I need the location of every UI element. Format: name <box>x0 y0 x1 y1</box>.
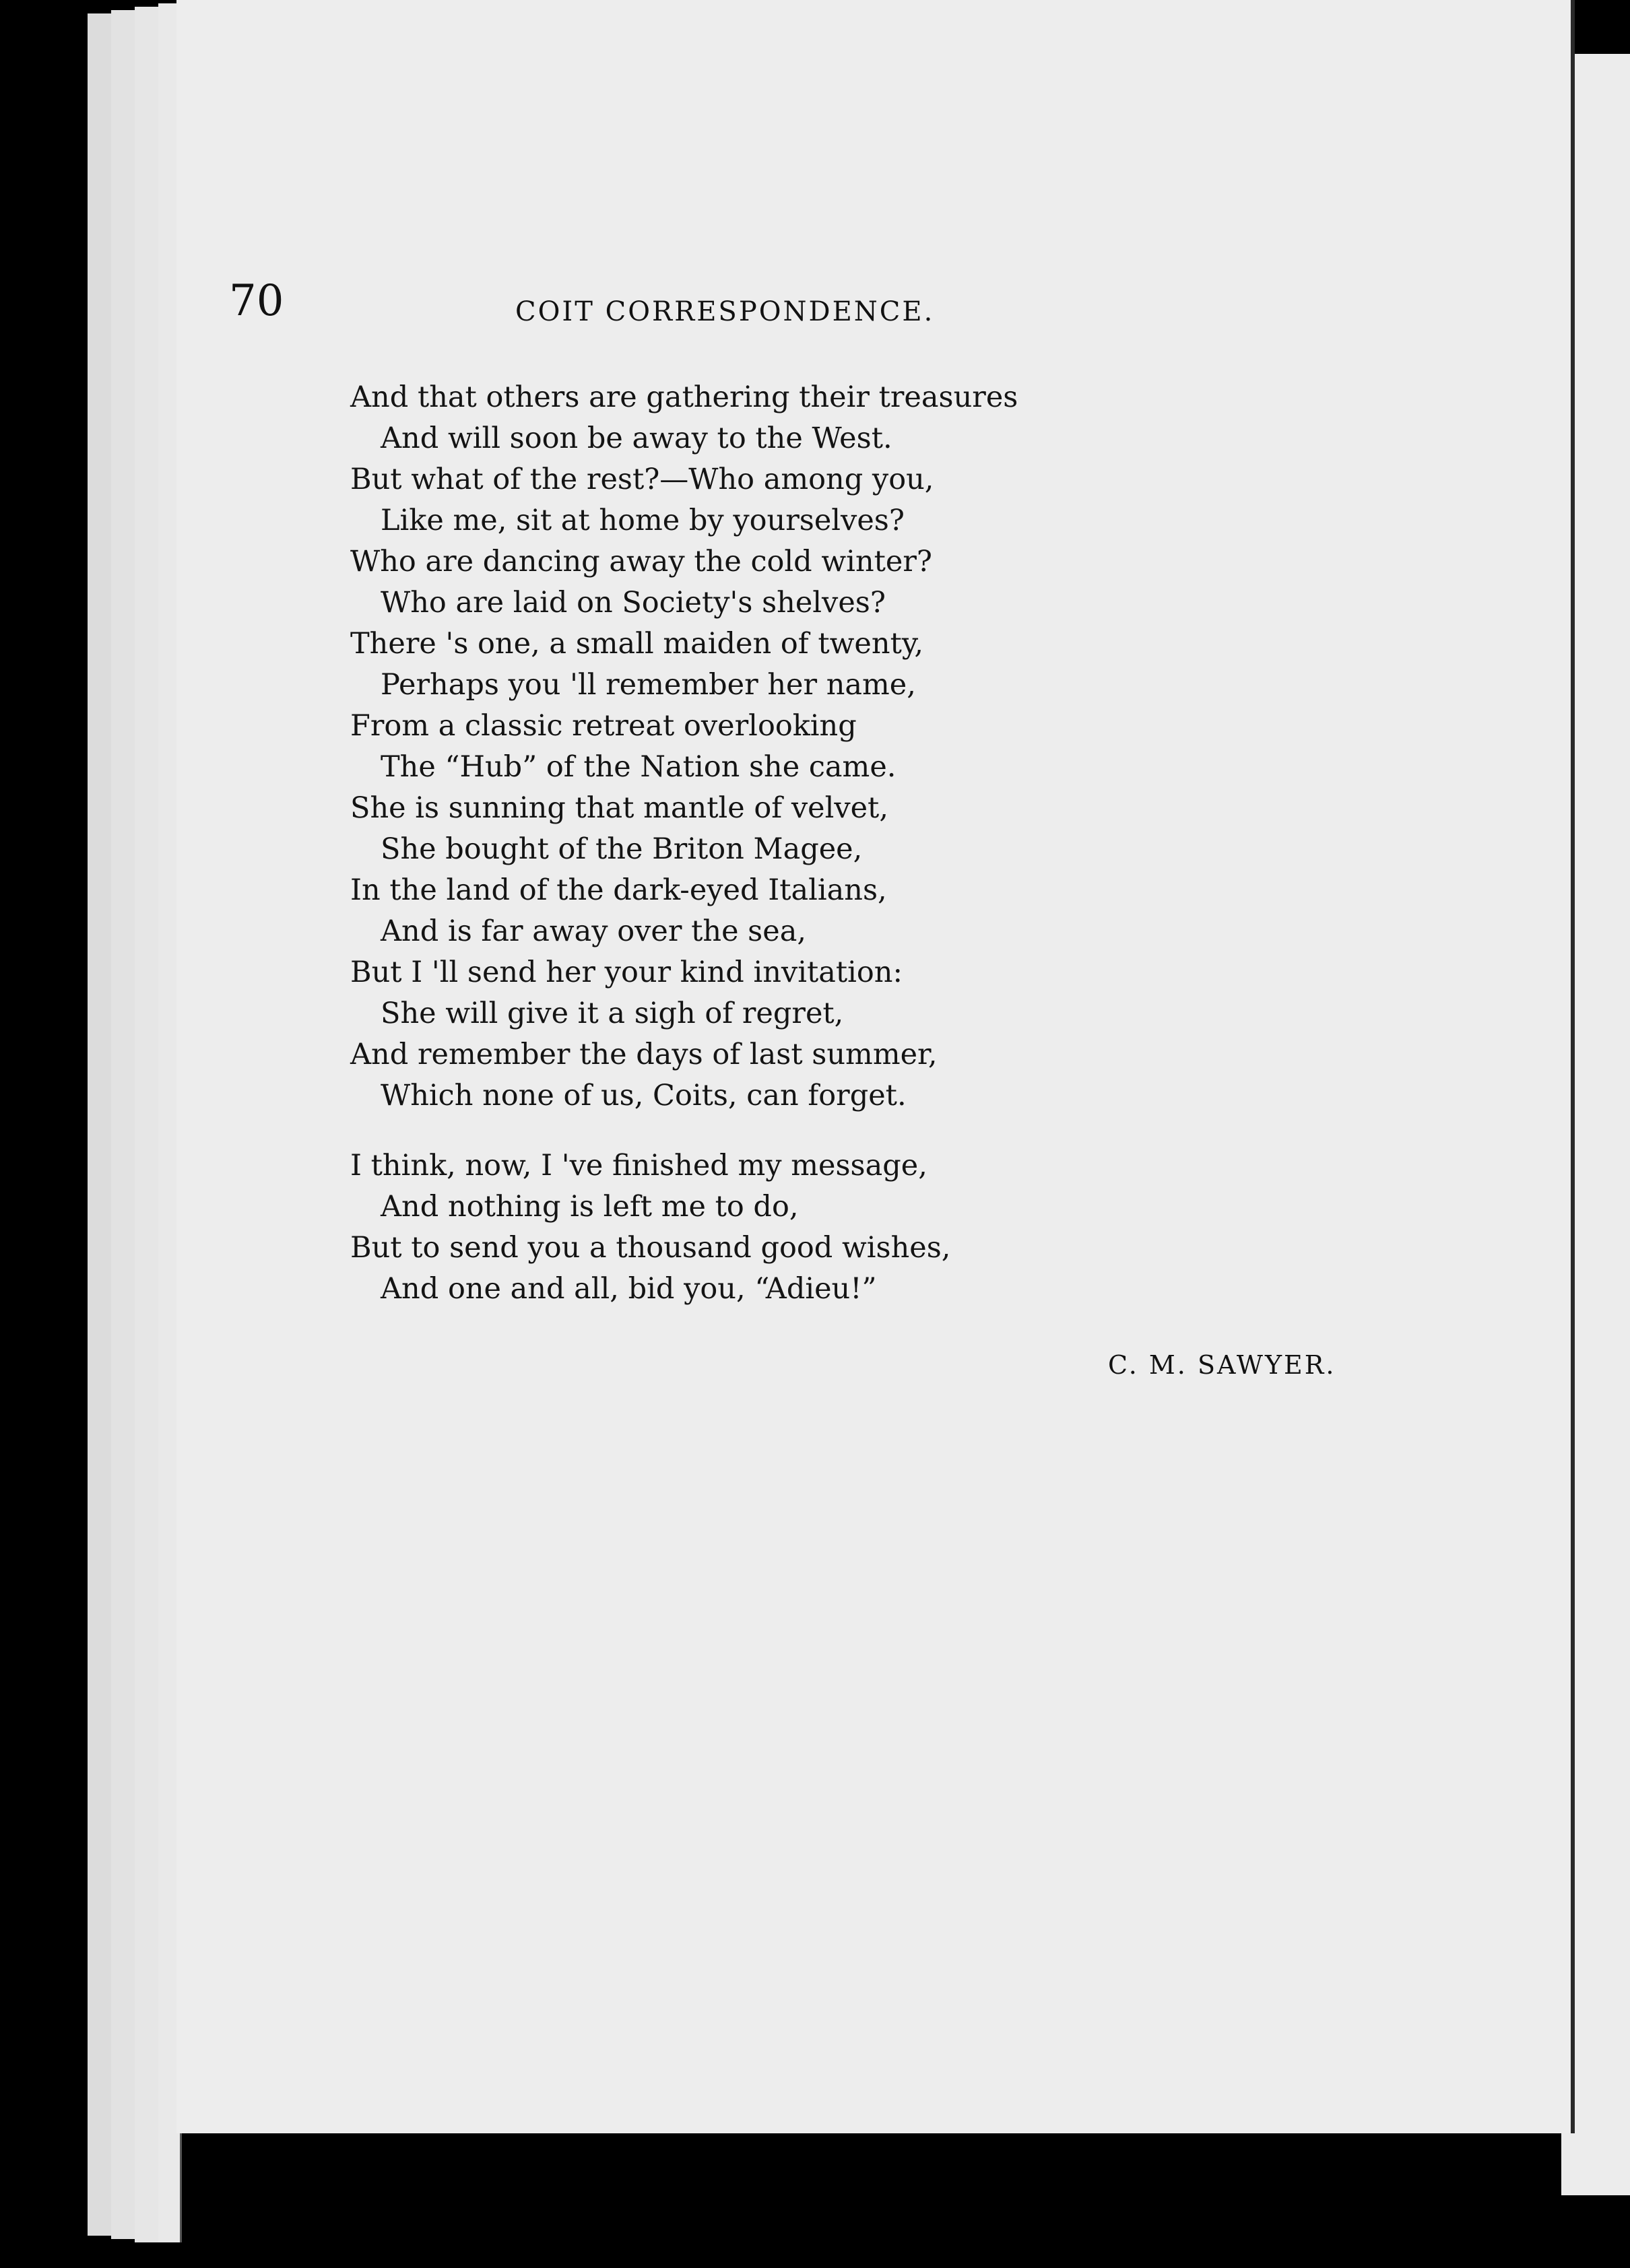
poem-line: Like me, sit at home by yourselves? <box>381 504 905 537</box>
poem-line: And one and all, bid you, “Adieu!” <box>381 1272 877 1306</box>
signature: C. M. SAWYER. <box>1108 1350 1336 1380</box>
poem-line: And will soon be away to the West. <box>381 422 892 455</box>
poem-line: Which none of us, Coits, can forget. <box>381 1079 907 1112</box>
stanza <box>350 377 1401 1116</box>
poem-line: Who are dancing away the cold winter? <box>350 545 932 578</box>
poem-line: From a classic retreat overlooking <box>350 709 857 743</box>
poem-line: And is far away over the sea, <box>381 914 807 948</box>
poem-line: In the land of the dark-eyed Italians, <box>350 873 887 907</box>
poem-line: She bought of the Briton Magee, <box>381 832 863 866</box>
poem-line: But I 'll send her your kind invitation: <box>350 956 903 989</box>
poem-line: But what of the rest?—Who among you, <box>350 463 934 496</box>
running-head: COIT CORRESPONDENCE. <box>515 296 935 327</box>
poem-line: She is sunning that mantle of velvet, <box>350 791 889 825</box>
poem-line: The “Hub” of the Nation she came. <box>381 750 896 784</box>
poem-line: And nothing is left me to do, <box>381 1190 799 1224</box>
poem-line: And that others are gathering their treasures <box>350 380 1018 414</box>
poem-line: But to send you a thousand good wishes, <box>350 1231 951 1265</box>
poem-line: She will give it a sigh of regret, <box>381 997 844 1030</box>
stanza <box>350 1145 1401 1310</box>
page-number: 70 <box>229 276 284 326</box>
poem-line: I think, now, I 've finished my message, <box>350 1149 927 1182</box>
poem <box>350 377 1401 1339</box>
poem-line: Who are laid on Society's shelves? <box>381 586 886 620</box>
poem-line: There 's one, a small maiden of twenty, <box>350 627 924 661</box>
poem-line: And remember the days of last summer, <box>350 1038 938 1071</box>
poem-line: Perhaps you 'll remember her name, <box>381 668 916 702</box>
